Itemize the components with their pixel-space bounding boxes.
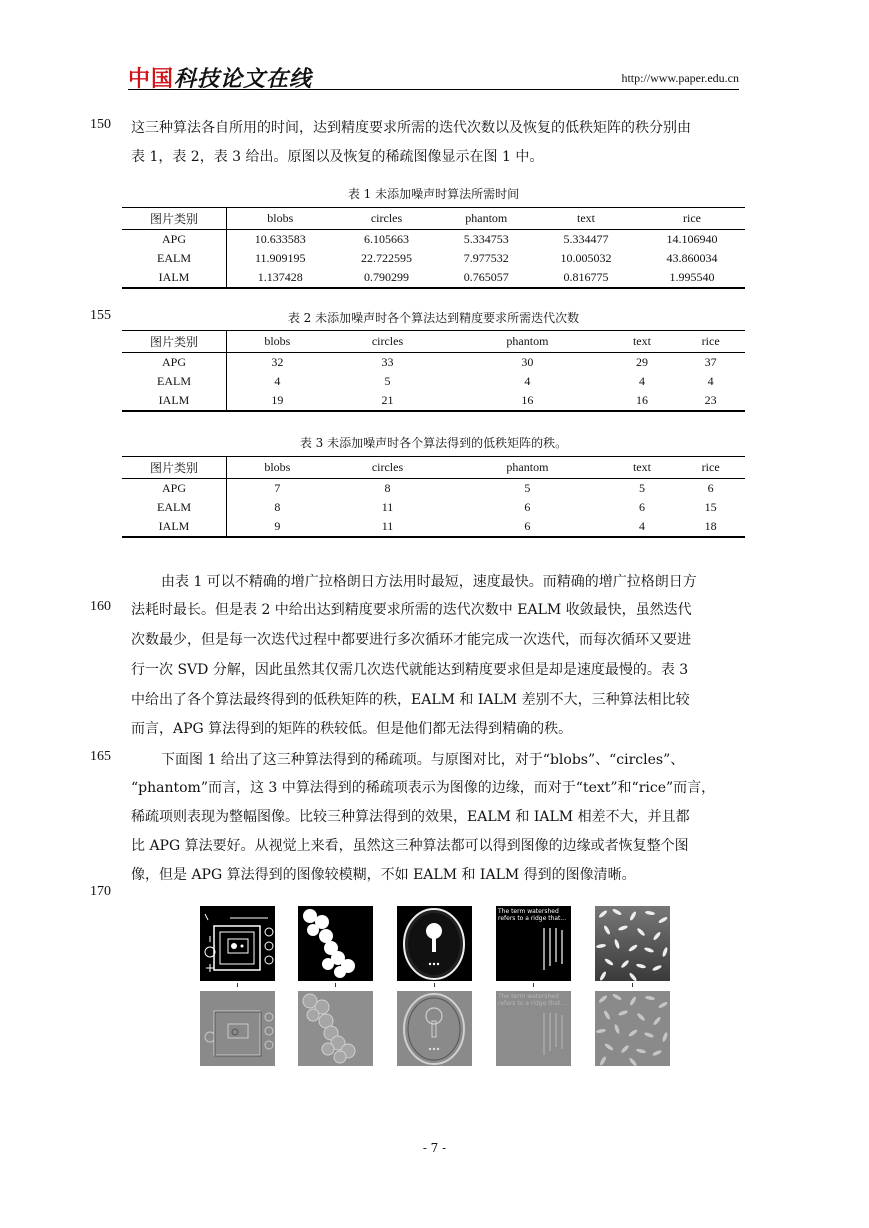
table-header-cell: 图片类别 <box>122 457 227 479</box>
table-cell: 16 <box>635 393 648 407</box>
table-header-cell: phantom <box>506 460 549 474</box>
table1-caption: 表 1 未添加噪声时算法所需时间 <box>347 187 520 201</box>
table-header-cell: circles <box>371 460 404 474</box>
table-header-cell: phantom <box>465 211 508 225</box>
table-header-cell: circles <box>371 334 404 348</box>
table3-caption: 表 3 未添加噪声时各个算法得到的低秩矩阵的秩。 <box>299 436 568 450</box>
table-cell: APG <box>122 479 227 499</box>
table-cell: 33 <box>381 355 394 369</box>
table-header-cell: circles <box>370 211 403 225</box>
table-cell: 7 <box>274 481 281 495</box>
table-cell: 4 <box>638 374 645 388</box>
text-image-line2: refers to a ridge that... <box>498 915 567 922</box>
line-number-170: 170 <box>90 884 111 899</box>
table-cell: 4 <box>524 374 531 388</box>
table-header-row <box>122 208 745 230</box>
axis-tick <box>335 983 336 987</box>
para3-line: “phantom”而言，这 3 中算法得到的稀疏项表示为图像的边缘，而对于“text”和“rice”而言， <box>131 780 716 796</box>
table-header-cell: blobs <box>267 211 294 225</box>
table-cell: 21 <box>381 393 394 407</box>
table1 <box>122 207 745 289</box>
table-cell: 29 <box>635 355 648 369</box>
table-cell: 4 <box>638 519 645 533</box>
table-cell: 8 <box>274 500 281 514</box>
table-cell: 30 <box>521 355 534 369</box>
axis-tick <box>237 983 238 987</box>
table-cell: EALM <box>122 249 227 268</box>
table-cell: 43.860034 <box>666 251 718 265</box>
table-cell: 5 <box>524 481 531 495</box>
para3-line: 比 APG 算法要好。从视觉上来看，虽然这三种算法都可以得到图像的边缘或者恢复整个图 <box>131 838 689 854</box>
table-row <box>122 268 745 288</box>
para1-line: 表 1，表 2，表 3 给出。原图以及恢复的稀疏图像显示在图 1 中。 <box>131 149 544 165</box>
table-cell: 16 <box>521 393 534 407</box>
table-cell: 11.909195 <box>254 251 306 265</box>
table-row <box>122 479 745 499</box>
table-header-cell: blobs <box>264 460 291 474</box>
para2-line: 次数最少，但是每一次迭代过程中都要进行多次循环才能完成一次迭代，而每次循环又要进 <box>131 632 691 648</box>
table-cell: 0.765057 <box>463 270 509 284</box>
table-cell: 15 <box>704 500 717 514</box>
para1-line: 这三种算法各自所用的时间，达到精度要求所需的迭代次数以及恢复的低秩矩阵的秩分别由 <box>131 120 691 136</box>
table-row <box>122 391 745 411</box>
para3-line: 下面图 1 给出了这三种算法得到的稀疏项。与原图对比，对于“blobs”、“circles”、 <box>161 752 685 768</box>
table-cell: IALM <box>122 517 227 537</box>
table-cell: 4 <box>707 374 714 388</box>
table-cell: 7.977532 <box>463 251 509 265</box>
rice-sparse-image <box>595 991 670 1066</box>
circles-original-image <box>298 906 373 981</box>
table-header-cell: text <box>632 334 651 348</box>
table-cell: 10.005032 <box>560 251 612 265</box>
table-header-cell: rice <box>683 211 701 225</box>
table-row <box>122 498 745 517</box>
table-cell: APG <box>122 353 227 373</box>
line-number-160: 160 <box>90 599 111 614</box>
logo-red-text: 中国 <box>128 67 175 92</box>
table-cell: 37 <box>704 355 717 369</box>
para3-line: 像，但是 APG 算法得到的图像较模糊，不如 EALM 和 IALM 得到的图像清晰。 <box>131 867 636 883</box>
table-cell: 11 <box>381 500 394 514</box>
table-cell: 5.334753 <box>463 232 509 246</box>
table-cell: 5.334477 <box>563 232 609 246</box>
table-row <box>122 372 745 391</box>
text-original-image <box>496 906 571 981</box>
blobs-original-image <box>200 906 275 981</box>
table2 <box>122 330 745 412</box>
para2-line: 由表 1 可以不精确的增广拉格朗日方法用时最短，速度最快。而精确的增广拉格朗日方 <box>161 574 697 590</box>
table-cell: 11 <box>381 519 394 533</box>
table-cell: 14.106940 <box>666 232 718 246</box>
table-cell: 1.137428 <box>257 270 303 284</box>
axis-tick <box>632 983 633 987</box>
table-row <box>122 249 745 268</box>
table-cell: 32 <box>271 355 284 369</box>
text-sparse-line1: The term watershed <box>498 993 559 1000</box>
header-rule <box>128 89 739 90</box>
table-cell: 10.633583 <box>254 232 306 246</box>
phantom-original-image <box>397 906 472 981</box>
table-header-cell: blobs <box>264 334 291 348</box>
line-number-150: 150 <box>90 117 111 132</box>
para2-line: 行一次 SVD 分解，因此虽然其仅需几次迭代就能达到精度要求但是却是速度最慢的。表 3 <box>131 662 689 678</box>
para3-line: 稀疏项则表现为整幅图像。比较三种算法得到的效果，EALM 和 IALM 相差不大，并且都 <box>131 809 690 825</box>
table-cell: 4 <box>274 374 281 388</box>
table-header-cell: text <box>577 211 595 225</box>
table-cell: IALM <box>122 391 227 411</box>
table-cell: 8 <box>384 481 391 495</box>
table-cell: 5 <box>384 374 391 388</box>
axis-tick <box>434 983 435 987</box>
text-sparse-image <box>496 991 571 1066</box>
para2-line: 而言，APG 算法得到的矩阵的秩较低。但是他们都无法得到精确的秩。 <box>131 721 573 737</box>
table-cell: 22.722595 <box>361 251 412 265</box>
table-cell: EALM <box>122 498 227 517</box>
logo-black-text: 科技论文在线 <box>174 67 313 92</box>
table-cell: 1.995540 <box>669 270 715 284</box>
table-cell: 5 <box>638 481 645 495</box>
table-row <box>122 517 745 537</box>
table-cell: 9 <box>274 519 281 533</box>
text-sparse-line2: refers to a ridge that... <box>498 1000 567 1007</box>
rice-original-image <box>595 906 670 981</box>
table-cell: IALM <box>122 268 227 288</box>
table-cell: 6 <box>638 500 645 514</box>
table2-caption: 表 2 未添加噪声时各个算法达到精度要求所需迭代次数 <box>287 311 580 325</box>
table-cell: 0.816775 <box>563 270 609 284</box>
axis-tick <box>533 983 534 987</box>
table-cell: 6 <box>524 500 531 514</box>
line-number-155: 155 <box>90 308 111 323</box>
table-row <box>122 230 745 250</box>
para2-line: 中给出了各个算法最终得到的低秩矩阵的秩，EALM 和 IALM 差别不大，三种算法相比较 <box>131 692 690 708</box>
page-header <box>128 62 739 90</box>
table-cell: 18 <box>704 519 717 533</box>
table-cell: 6 <box>707 481 714 495</box>
phantom-sparse-image <box>397 991 472 1066</box>
table-header-cell: 图片类别 <box>122 208 227 230</box>
table-header-cell: rice <box>701 460 720 474</box>
header-url[interactable]: http://www.paper.edu.cn <box>621 71 739 85</box>
table-header-cell: 图片类别 <box>122 331 227 353</box>
table-cell: 6 <box>524 519 531 533</box>
table-header-cell: text <box>632 460 651 474</box>
table-cell: 0.790299 <box>364 270 409 284</box>
table-cell: 19 <box>271 393 284 407</box>
table-header-cell: rice <box>701 334 720 348</box>
table-header-row <box>122 457 745 479</box>
line-number-165: 165 <box>90 749 111 764</box>
para2-line: 法耗时最长。但是表 2 中给出达到精度要求所需的迭代次数中 EALM 收敛最快，虽然迭代 <box>131 602 692 618</box>
table-header-row <box>122 331 745 353</box>
circles-sparse-image <box>298 991 373 1066</box>
table-cell: EALM <box>122 372 227 391</box>
blobs-sparse-image <box>200 991 275 1066</box>
page-number: - 7 - <box>422 1141 447 1155</box>
table-cell: 23 <box>704 393 717 407</box>
table-cell: 6.105663 <box>364 232 409 246</box>
table-cell: APG <box>122 230 227 250</box>
table-row <box>122 353 745 373</box>
table-header-cell: phantom <box>506 334 549 348</box>
table3 <box>122 456 745 538</box>
text-image-line1: The term watershed <box>498 908 559 915</box>
